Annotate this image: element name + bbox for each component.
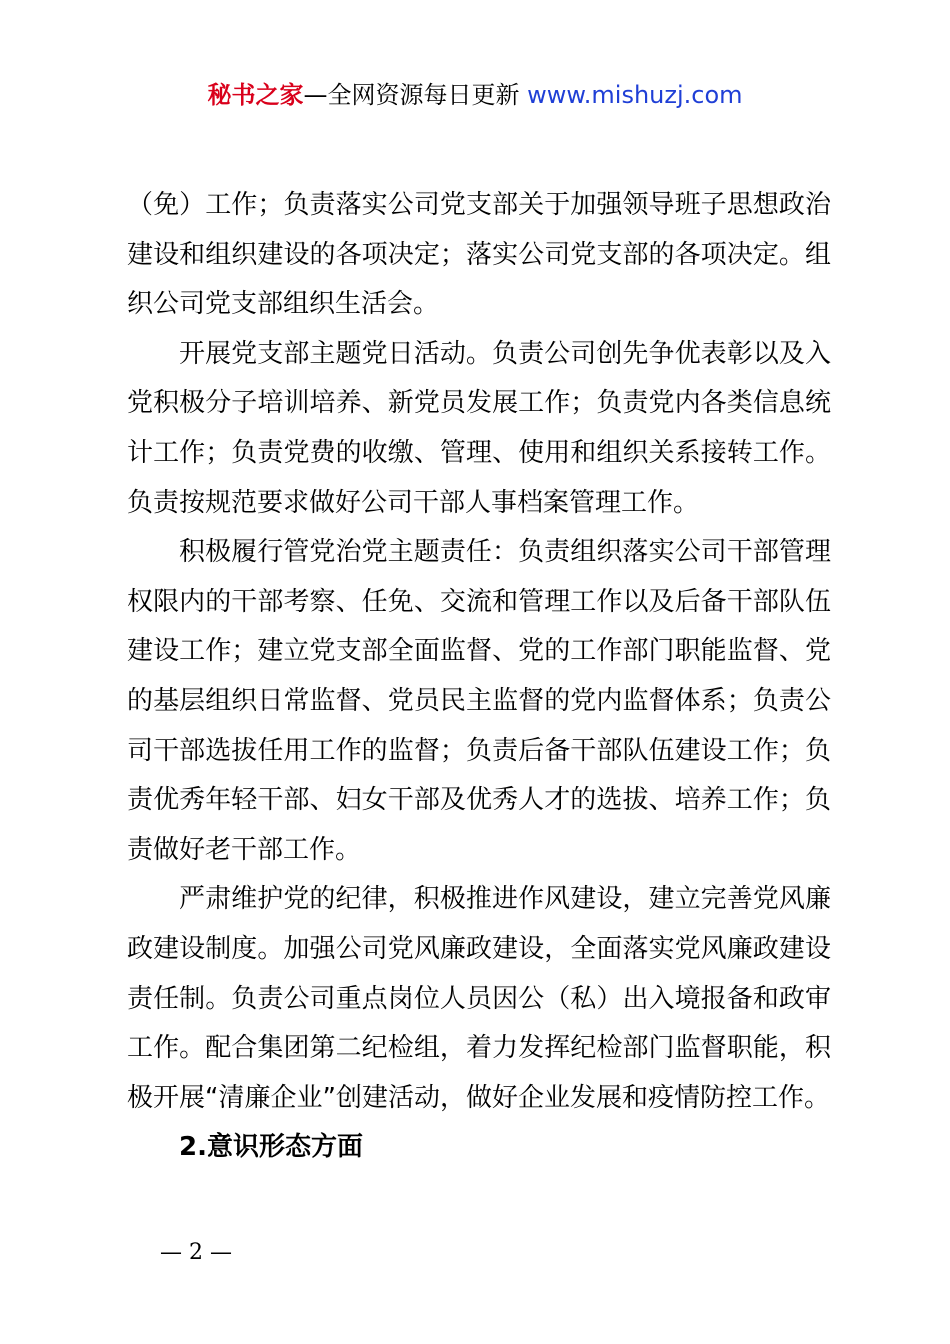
paragraph-continued: （免）工作；负责落实公司党支部关于加强领导班子思想政治建设和组织建设的各项决定；落实公司党支部的各项决定。组织公司党支部组织生活会。 <box>127 190 831 320</box>
site-brand: 秘书之家 <box>207 81 304 109</box>
site-url-link[interactable]: www.mishuzj.com <box>527 81 743 109</box>
paragraph: 开展党支部主题党日活动。负责公司创先争优表彰以及入党积极分子培训培养、新党员发展工作；负责党内各类信息统计工作；负责党费的收缴、管理、使用和组织关系接转工作。负责按规范要求做好公司干部人事档案管理工作。 <box>127 338 831 518</box>
site-header <box>0 78 950 112</box>
section-heading: 2.意识形态方面 <box>179 1132 363 1163</box>
site-tagline: —全网资源每日更新 <box>303 81 528 109</box>
paragraph: 严肃维护党的纪律，积极推进作风建设，建立完善党风廉政建设制度。加强公司党风廉政建设，全面落实党风廉政建设责任制。负责公司重点岗位人员因公（私）出入境报备和政审工作。配合集团第二纪检组，着力发挥纪检部门监督职能，积极开展“清廉企业”创建活动，做好企业发展和疫情防控工作。 <box>127 884 831 1113</box>
page-number: — 2 — <box>160 1240 232 1265</box>
document-body <box>127 181 831 1173</box>
paragraph: 积极履行管党治党主题责任：负责组织落实公司干部管理权限内的干部考察、任免、交流和管理工作以及后备干部队伍建设工作；建立党支部全面监督、党的工作部门职能监督、党的基层组织日常监督、党员民主监督的党内监督体系；负责公司干部选拔任用工作的监督；负责后备干部队伍建设工作；负责优秀年轻干部、妇女干部及优秀人才的选拔、培养工作；负责做好老干部工作。 <box>127 537 831 865</box>
